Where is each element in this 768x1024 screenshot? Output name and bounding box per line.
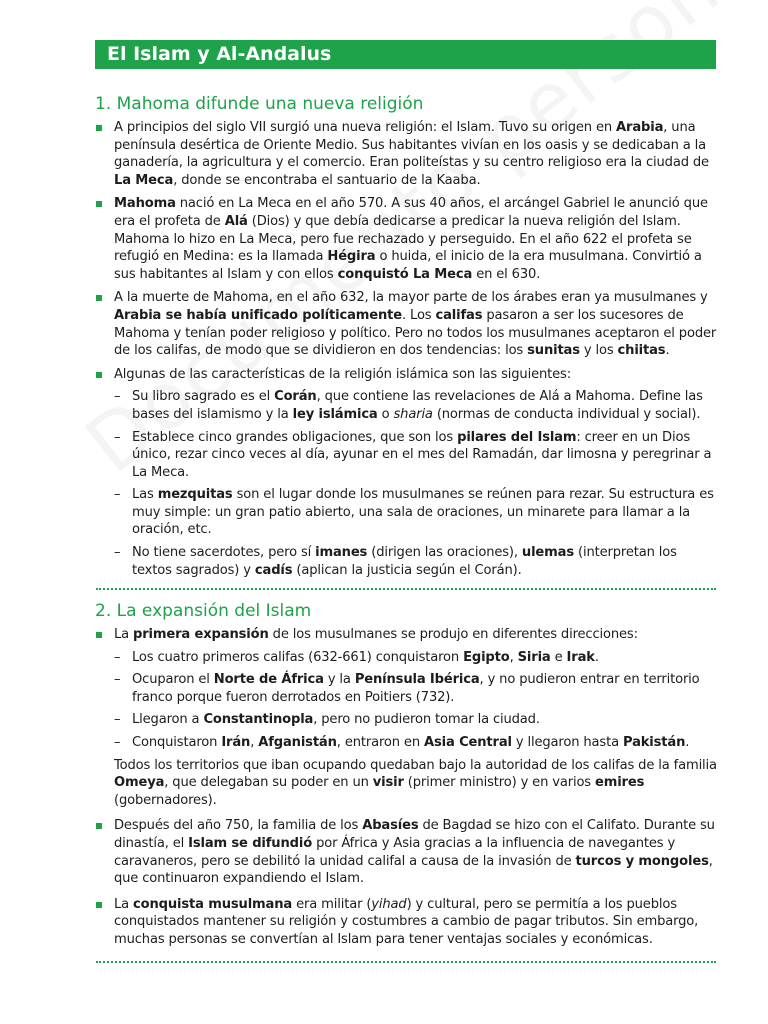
- page-title: El Islam y Al-Andalus: [107, 43, 332, 65]
- dash-icon: –: [114, 734, 121, 750]
- dotted-divider: [96, 588, 716, 590]
- dotted-divider: [96, 961, 716, 963]
- list-item: Mahoma nació en La Meca en el año 570. A sus 40 años, el arcángel Gabriel le anunció que era el profeta de Alá (Dios) y que debía dedicarse a predicar la nueva religión del Islam. Mahoma lo hizo en La Meca, pero fue rechazado y perseguido. En el año 622 el profeta se refugió en Medina: es la llamada Hégira o huida, el inicio de la era musulmana. Convirtió a sus habitantes al Islam y con ellos conquistó La Meca en el 630.: [96, 195, 718, 283]
- dash-icon: –: [114, 649, 121, 665]
- title-banner: [95, 40, 716, 69]
- dash-icon: –: [114, 487, 121, 503]
- dash-icon: –: [114, 672, 121, 688]
- paragraph: Todos los territorios que iban ocupando quedaban bajo la autoridad de los califas de la familia Omeya, que delegaban su poder en un visir (primer ministro) y en varios emires (gobernadores).: [114, 757, 717, 808]
- section-body-2: [96, 626, 718, 957]
- sub-list-item: – Ocuparon el Norte de África y la Península Ibérica, y no pudieron entrar en territorio franco porque fueron derrotados en Poitiers (732).: [114, 672, 700, 705]
- sub-list-item: – Las mezquitas son el lugar donde los musulmanes se reúnen para rezar. Su estructura es muy simple: un gran patio abierto, una sala de oraciones, un minarete para llamar a la oración, etc.: [114, 487, 714, 538]
- green-square-bullet-icon: [96, 125, 102, 131]
- list-item: Algunas de las características de la religión islámica son las siguientes: – Su libro sagrado es el Corán, que contiene las revelaciones de Alá a Mahoma. Define las bases del islamismo y la ley islámica o sharia (normas de conducta individual y social). – Establece cinco grandes obligaciones, que son los pilares del Islam: creer en un Dios único, rezar cinco veces al día, ayunar en el mes del Ramadán, dar limosna y peregrinar a La Meca. – Las mezquitas son el lugar donde los musulmanes se reúnen para rezar. Su estructura es muy simple: un gran patio abierto, una sala de oraciones, un minarete para llamar a la oración, etc. – No tiene sacerdotes, pero sí imanes (dirigen las oraciones), ulemas (interpretan los textos sagrados) y cadís (aplican la justicia según el Corán).: [96, 366, 718, 580]
- sub-list-item: – Conquistaron Irán, Afganistán, entraron en Asia Central y llegaron hasta Pakistán.: [114, 734, 690, 750]
- green-square-bullet-icon: [96, 902, 102, 908]
- list-item: La conquista musulmana era militar (yihad) y cultural, pero se permitía a los pueblos conquistados mantener su religión y costumbres a cambio de pagar tributos. Sin embargo, muchas personas se convertían al Islam para tener ventajas sociales y económicas.: [96, 896, 718, 949]
- dash-icon: –: [114, 389, 121, 405]
- sub-list-item: – Los cuatro primeros califas (632-661) conquistaron Egipto, Siria e Irak.: [114, 649, 599, 665]
- green-square-bullet-icon: [96, 201, 102, 207]
- green-square-bullet-icon: [96, 823, 102, 829]
- section-heading-1: 1. Mahoma difunde una nueva religión: [95, 94, 424, 114]
- dash-icon: –: [114, 429, 121, 445]
- list-item: A principios del siglo VII surgió una nueva religión: el Islam. Tuvo su origen en Arabia, una península desértica de Oriente Medio. Sus habitantes vivían en los oasis y se dedicaban a la ganadería, la agricultura y el comercio. Eran politeístas y su centro religioso era la ciudad de La Meca, donde se encontraba el santuario de la Kaaba.: [96, 119, 718, 189]
- sub-list-item: – Llegaron a Constantinopla, pero no pudieron tomar la ciudad.: [114, 712, 540, 728]
- sub-list-item: – Su libro sagrado es el Corán, que contiene las revelaciones de Alá a Mahoma. Define las bases del islamismo y la ley islámica o sharia (normas de conducta individual y social).: [114, 389, 703, 422]
- sub-list-item: – Establece cinco grandes obligaciones, que son los pilares del Islam: creer en un Dios único, rezar cinco veces al día, ayunar en el mes del Ramadán, dar limosna y peregrinar a La Meca.: [114, 429, 712, 480]
- list-item: A la muerte de Mahoma, en el año 632, la mayor parte de los árabes eran ya musulmanes y Arabia se había unificado políticamente. Los califas pasaron a ser los sucesores de Mahoma y tenían poder religioso y político. Pero no todos los musulmanes aceptaron el poder de los califas, de modo que se dividieron en dos tendencias: los sunitas y los chiitas.: [96, 289, 718, 359]
- green-square-bullet-icon: [96, 372, 102, 378]
- list-item: La primera expansión de los musulmanes se produjo en diferentes direcciones: – Los cuatro primeros califas (632-661) conquistaron Egipto, Siria e Irak. – Ocuparon el Norte de África y la Península Ibérica, y no pudieron entrar en territorio franco porque fueron derrotados en Poitiers (732). – Llegaron a Constantinopla, pero no pudieron tomar la ciudad. – Conquistaron Irán, Afganistán, entraron en Asia Central y llegaron hasta Pakistán. Todos los territorios que iban ocupando quedaban bajo la autoridad de los califas de la familia Omeya, que delegaban su poder en un visir (primer ministro) y en varios emires (gobernadores).: [96, 626, 718, 809]
- sub-list-item: – No tiene sacerdotes, pero sí imanes (dirigen las oraciones), ulemas (interpretan los textos sagrados) y cadís (aplican la justicia según el Corán).: [114, 545, 677, 578]
- section-body-1: [96, 119, 718, 585]
- dash-icon: –: [114, 545, 121, 561]
- section-heading-2: 2. La expansión del Islam: [95, 601, 312, 621]
- green-square-bullet-icon: [96, 295, 102, 301]
- list-item: Después del año 750, la familia de los Abasíes de Bagdad se hizo con el Califato. Durante su dinastía, el Islam se difundió por África y Asia gracias a la influencia de navegantes y caravaneros, pero se debilitó la unidad califal a causa de la invasión de turcos y mongoles, que continuaron expandiendo el Islam.: [96, 817, 718, 887]
- dash-icon: –: [114, 712, 121, 728]
- green-square-bullet-icon: [96, 632, 102, 638]
